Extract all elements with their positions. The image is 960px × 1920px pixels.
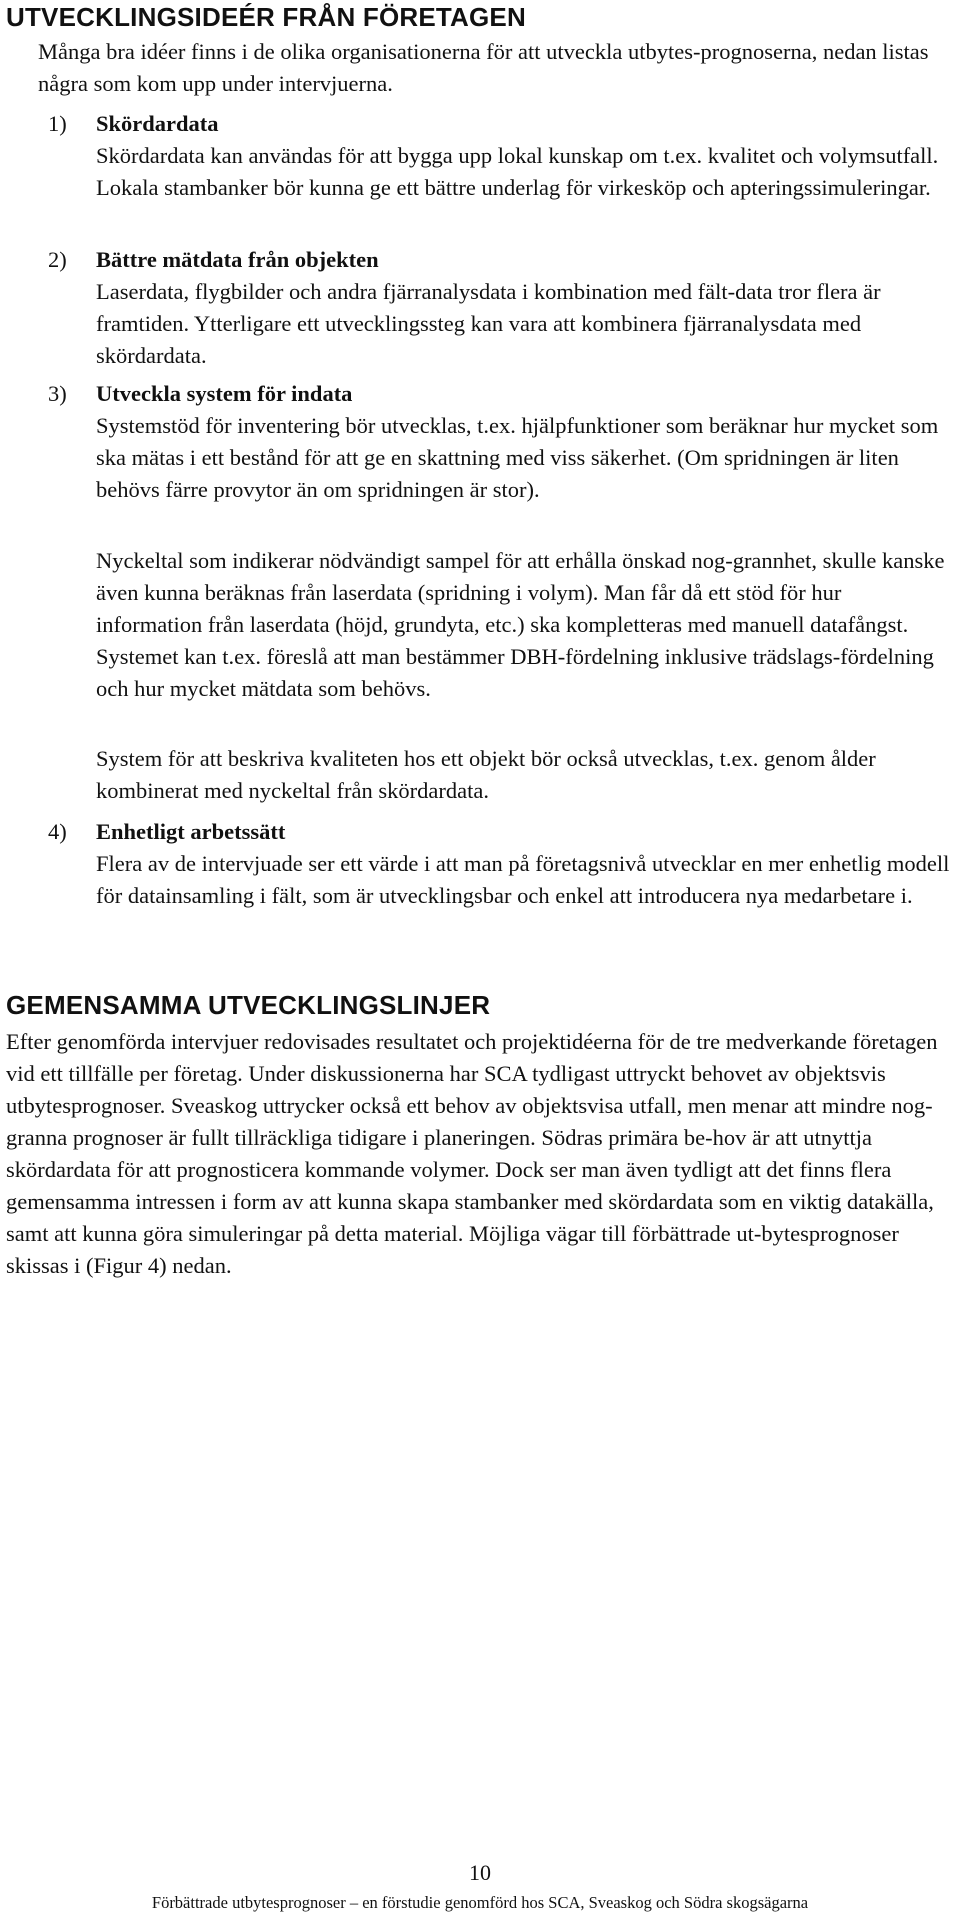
list-item-text-4: Flera av de intervjuade ser ett värde i att man på företagsnivå utvecklar en mer enhetlig modell för datainsamling i fält, som är utvecklingsbar och enkel att introducera nya medarbetare i. — [96, 851, 950, 908]
body-paragraph-common-lines: Efter genomförda intervjuer redovisades resultatet och projektidéerna för de tre medverkande företagen vid ett tillfälle per företag. Under diskussionerna har SCA tydligast uttryckt behovet av objektsvis utbytesprognoser. Sveaskog uttrycker också ett behov av objektsvisa utfall, men menar att mindre nog-granna prognoser är fullt tillräckliga tidigare i planeringen. Södras primära be-hov är att utnyttja skördardata för att prognosticera kommande volymer. Dock ser man även tydligt att det finns flera gemensamma intressen i form av att kunna skapa stambanker med skördardata som en viktig datakälla, samt att kunna göra simuleringar på detta material. Möjliga vägar till förbättrade ut-bytesprognoser skissas i (Figur 4) nedan. — [6, 1029, 938, 1278]
list-item-number: 2) — [48, 247, 67, 272]
list-item-heading: Bättre mätdata från objekten — [96, 247, 379, 272]
list-item-text-3: Systemstöd för inventering bör utvecklas, t.ex. hjälpfunktioner som beräknar hur mycket som ska mätas i ett bestånd för att ge en skattning med viss säkerhet. (Om spridningen är liten behövs färre provytor än om spridningen är stor). — [96, 413, 939, 502]
section-heading-common-lines: GEMENSAMMA UTVECKLINGSLINJER — [6, 990, 491, 1020]
list-item-number: 1) — [48, 111, 67, 136]
footer-text: Förbättrade utbytesprognoser – en förstudie genomförd hos SCA, Sveaskog och Södra skogsägarna — [151, 1893, 809, 1912]
page-number: 10 — [469, 1860, 491, 1885]
list-item-paragraph-3b: Nyckeltal som indikerar nödvändigt sampel för att erhålla önskad nog-grannhet, skulle kanske även kunna beräknas från laserdata (spridning i volym). Man får då ett stöd för hur information från laserdata (höjd, grundyta, etc.) ska kompletteras med manuell datafångst. Systemet kan t.ex. föreslå att man bestämmer DBH-fördelning inklusive trädslags-fördelning och hur mycket mätdata som behövs. — [96, 548, 945, 701]
list-item-number: 3) — [48, 381, 67, 406]
list-item-title-1 — [48, 108, 219, 140]
list-item-number: 4) — [48, 819, 67, 844]
list-item-heading: Enhetligt arbetssätt — [96, 819, 286, 844]
list-item-text-1: Skördardata kan användas för att bygga upp lokal kunskap om t.ex. kvalitet och volymsutfall. Lokala stambanker bör kunna ge ett bättre underlag för virkesköp och apteringssimuleringar. — [96, 143, 939, 200]
list-item-title-2 — [48, 244, 379, 276]
list-item-title-4 — [48, 816, 285, 848]
intro-paragraph: Många bra idéer finns i de olika organisationerna för att utveckla utbytes-prognoserna, nedan listas några som kom upp under intervjuerna. — [38, 39, 929, 96]
list-item-paragraph-3c: System för att beskriva kvaliteten hos ett objekt bör också utvecklas, t.ex. genom ålder kombinerat med nyckeltal från skördardata. — [96, 746, 876, 803]
list-item-heading: Skördardata — [96, 111, 219, 136]
list-item-heading: Utveckla system för indata — [96, 381, 353, 406]
list-item-text-2: Laserdata, flygbilder och andra fjärranalysdata i kombination med fält-data tror flera är framtiden. Ytterligare ett utvecklingssteg kan vara att kombinera fjärranalysdata med skördardata. — [96, 279, 881, 368]
section-heading-ideas: UTVECKLINGSIDEÉR FRÅN FÖRETAGEN — [6, 2, 526, 32]
list-item-title-3 — [48, 378, 352, 410]
